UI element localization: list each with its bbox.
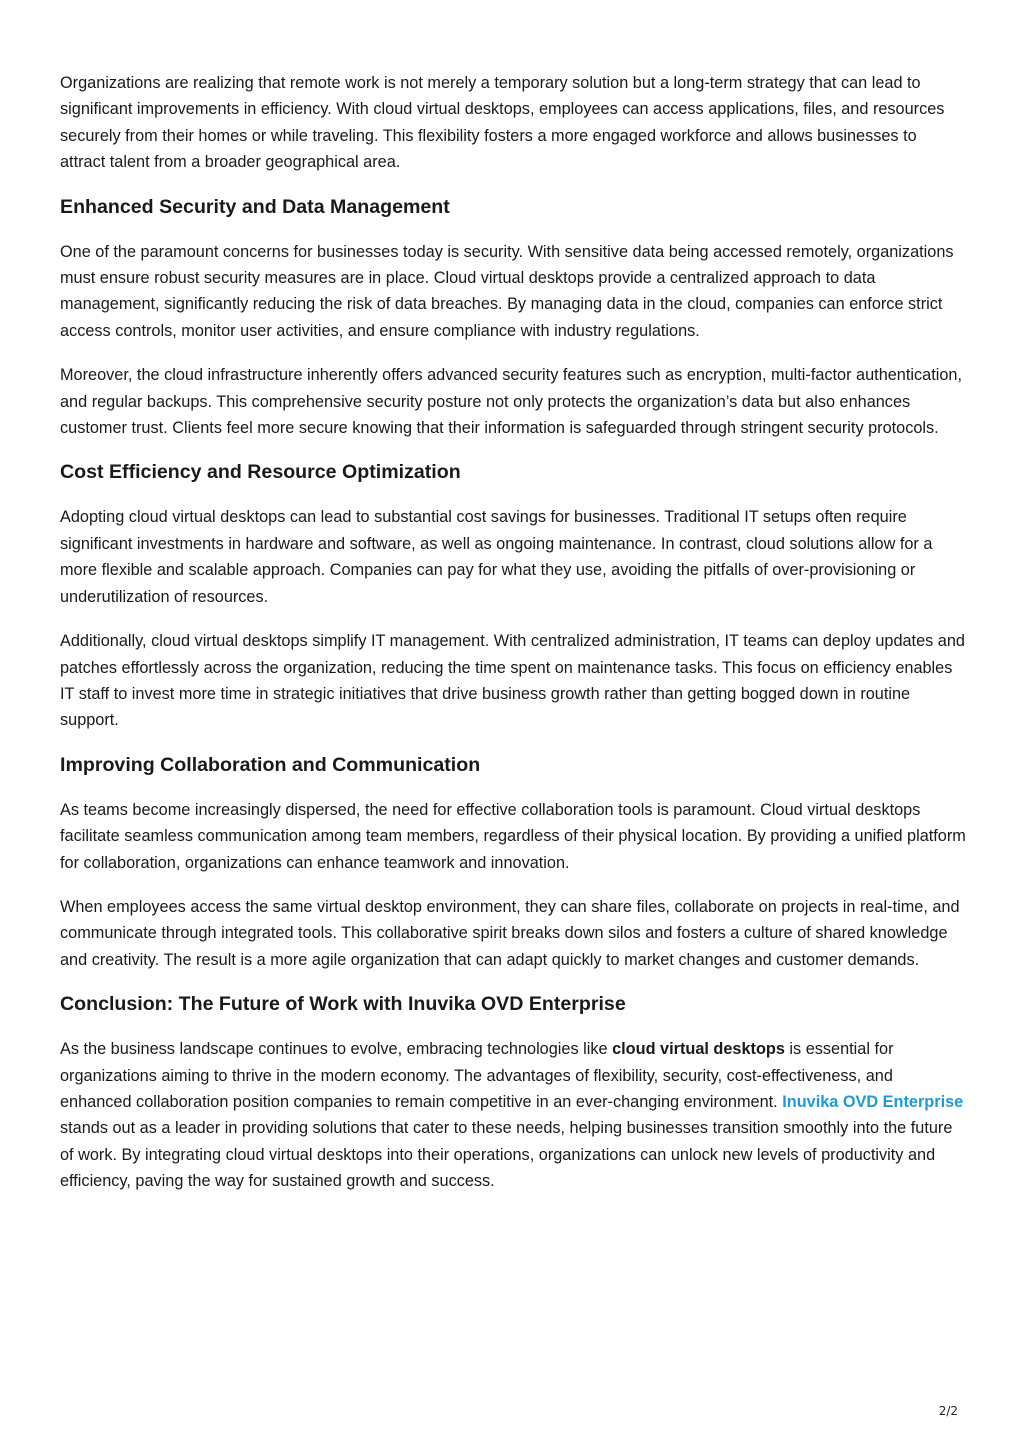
- conclusion-paragraph: [60, 1036, 966, 1194]
- inuvika-ovd-enterprise-link[interactable]: Inuvika OVD Enterprise: [782, 1092, 964, 1111]
- section-heading-collaboration: Improving Collaboration and Communication: [60, 753, 481, 776]
- conclusion-text-2: is essential for organizations aiming to thrive in the modern economy. The advantages of flexibility, security, cost-effectiveness, and enhanced collaboration position companies to remain competitive in an ever-changing environment.: [60, 1040, 894, 1111]
- page-number: 2/2: [938, 1404, 958, 1418]
- section-heading-security: Enhanced Security and Data Management: [60, 195, 450, 218]
- security-paragraph-2: Moreover, the cloud infrastructure inherently offers advanced security features such as encryption, multi-factor authentication, and regular backups. This comprehensive security posture not only protects the organization’s data but also enhances customer trust. Clients feel more secure knowing that their information is safeguarded through stringent security protocols.: [60, 366, 962, 438]
- conclusion-text-1: As the business landscape continues to evolve, embracing technologies like: [60, 1040, 613, 1059]
- cost-paragraph-2: Additionally, cloud virtual desktops simplify IT management. With centralized administration, IT teams can deploy updates and patches effortlessly across the organization, reducing the time spent on maintenance tasks. This focus on efficiency enables IT staff to invest more time in strategic initiatives that drive business growth rather than getting bogged down in routine support.: [60, 632, 965, 730]
- document-body: [60, 70, 966, 1213]
- conclusion-text-3: stands out as a leader in providing solutions that cater to these needs, helping businesses transition smoothly into the future of work. By integrating cloud virtual desktops into their operations, organizations can unlock new levels of productivity and efficiency, paving the way for sustained growth and success.: [60, 1119, 953, 1191]
- security-paragraph-1: One of the paramount concerns for businesses today is security. With sensitive data being accessed remotely, organizations must ensure robust security measures are in place. Cloud virtual desktops provide a centralized approach to data management, significantly reducing the risk of data breaches. By managing data in the cloud, companies can enforce strict access controls, monitor user activities, and ensure compliance with industry regulations.: [60, 242, 954, 340]
- collaboration-paragraph-2: When employees access the same virtual desktop environment, they can share files, collaborate on projects in real-time, and communicate through integrated tools. This collaborative spirit breaks down silos and fosters a culture of shared knowledge and creativity. The result is a more agile organization that can adapt quickly to market changes and customer demands.: [60, 897, 960, 969]
- bold-term-cloud-virtual-desktops: cloud virtual desktops: [612, 1040, 785, 1059]
- section-heading-conclusion: Conclusion: The Future of Work with Inuvika OVD Enterprise: [60, 993, 626, 1016]
- collaboration-paragraph-1: As teams become increasingly dispersed, the need for effective collaboration tools is paramount. Cloud virtual desktops facilitate seamless communication among team members, regardless of their physical location. By providing a unified platform for collaboration, organizations can enhance teamwork and innovation.: [60, 800, 966, 872]
- intro-paragraph: Organizations are realizing that remote work is not merely a temporary solution but a long-term strategy that can lead to significant improvements in efficiency. With cloud virtual desktops, employees can access applications, files, and resources securely from their homes or while traveling. This flexibility fosters a more engaged workforce and allows businesses to attract talent from a broader geographical area.: [60, 74, 945, 172]
- section-heading-cost: Cost Efficiency and Resource Optimization: [60, 461, 461, 484]
- cost-paragraph-1: Adopting cloud virtual desktops can lead to substantial cost savings for businesses. Traditional IT setups often require significant investments in hardware and software, as well as ongoing maintenance. In contrast, cloud solutions allow for a more flexible and scalable approach. Companies can pay for what they use, avoiding the pitfalls of over-provisioning or underutilization of resources.: [60, 508, 933, 606]
